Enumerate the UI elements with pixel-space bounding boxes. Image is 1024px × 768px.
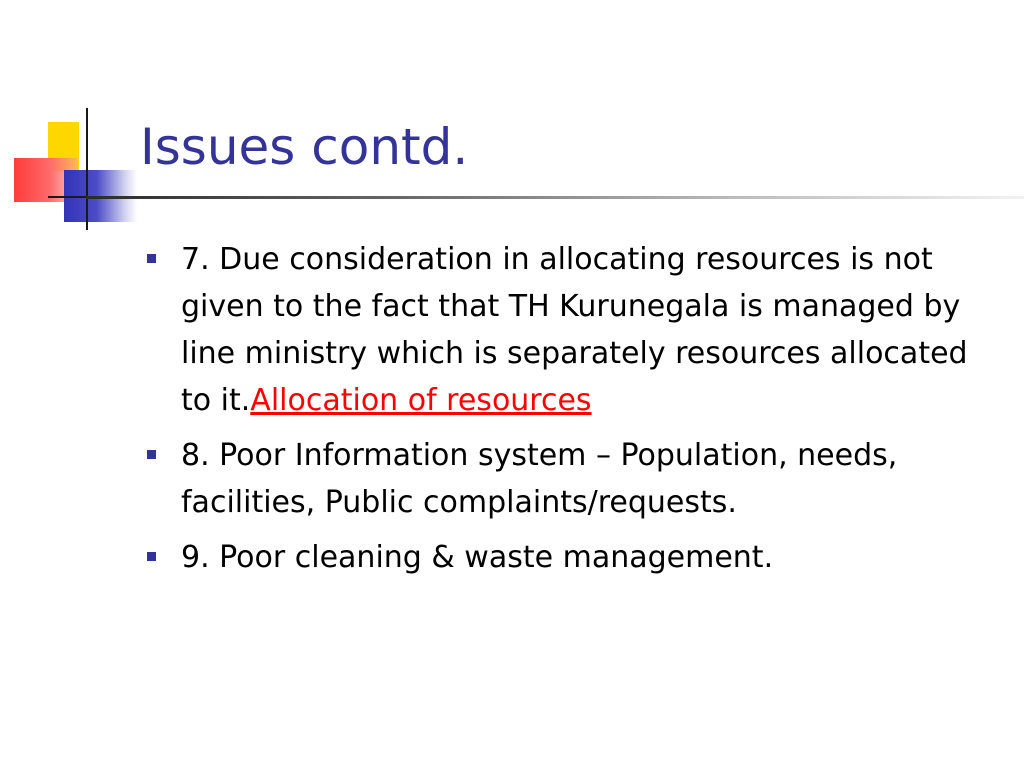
bullet-text: 9. Poor cleaning & waste management. [181,540,774,575]
bullet-item-9 [145,534,1005,581]
decorative-vertical-line [86,108,88,230]
bullet-item-8 [145,432,1005,526]
bullet-item-7 [145,236,1005,424]
title-underline-rule [86,196,1024,199]
colored-squares-logo-icon [0,0,150,240]
bullet-text: 7. Due consideration in allocating resources is not given to the fact that TH Kurunegala is managed by line ministry which is separately resources allocated to it. [181,242,968,418]
allocation-of-resources-link[interactable]: Allocation of resources [250,383,592,418]
bullet-list [145,236,1005,589]
square-bullet-icon [147,450,156,459]
slide-title: Issues contd. [140,118,469,176]
square-bullet-icon [147,552,156,561]
bullet-text: 8. Poor Information system – Population, needs, facilities, Public complaints/requests. [181,438,898,520]
square-bullet-icon [147,254,156,263]
